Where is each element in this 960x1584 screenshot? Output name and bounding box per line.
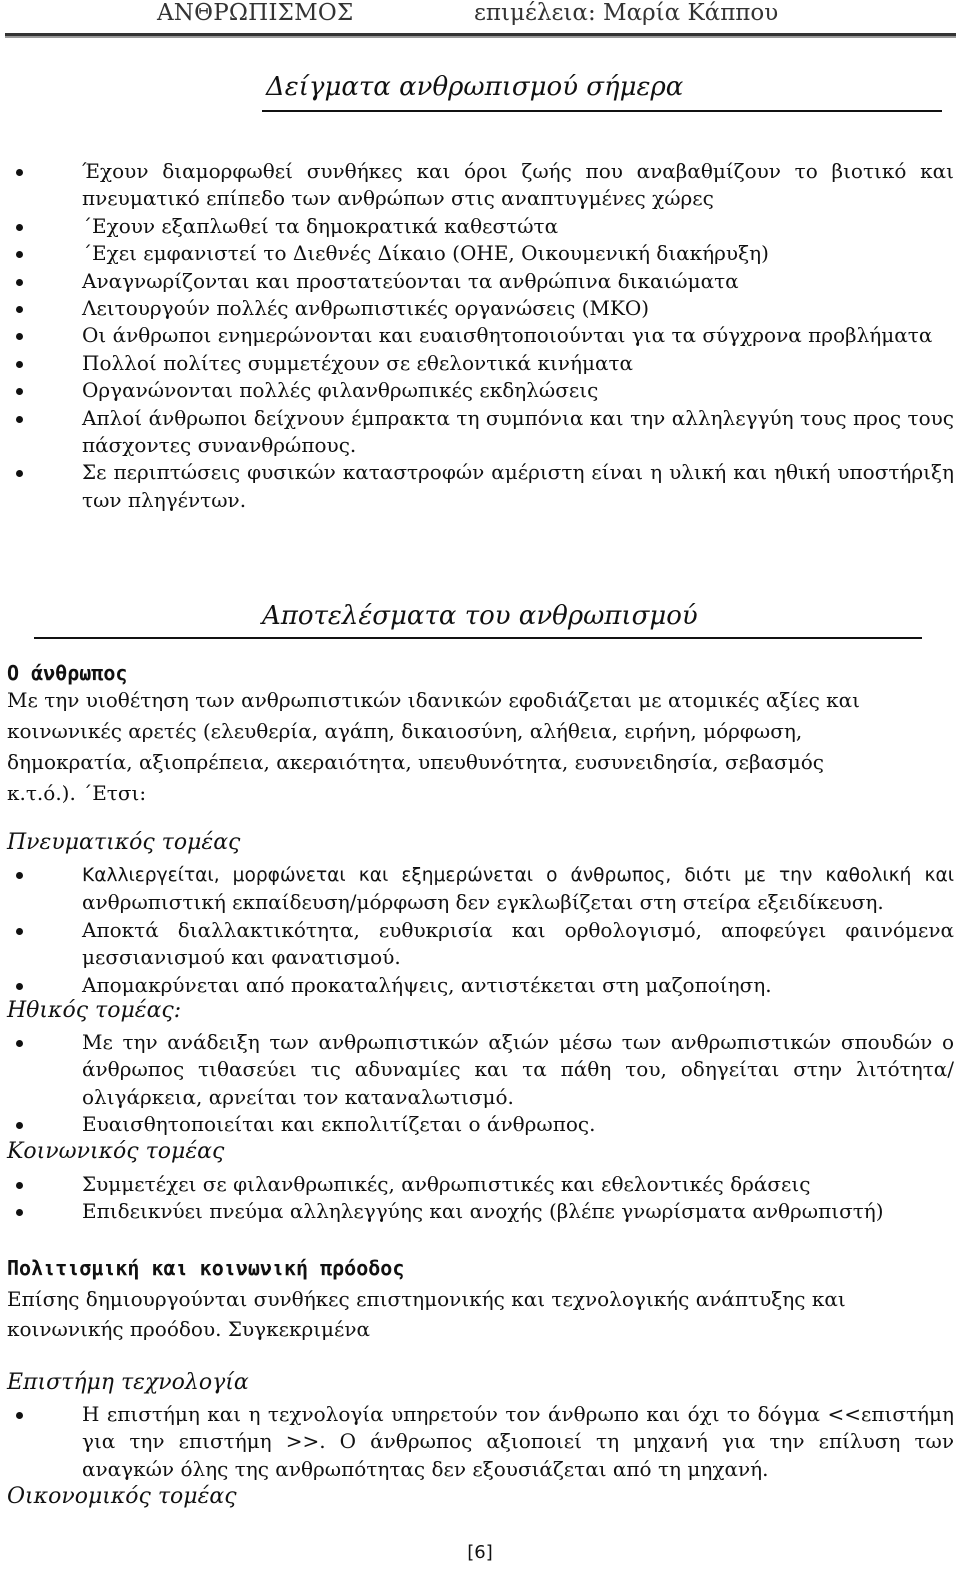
list-item: Οι άνθρωποι ενημερώνονται και ευαισθητοποιούνται για τα σύγχρονα προβλήματα [82,322,954,349]
person-heading: Ο άνθρωπος [7,661,128,685]
examples-list [82,158,954,514]
economy-heading: Οικονομικός τομέας [7,1484,237,1509]
list-item: Απομακρύνεται από προκαταλήψεις, αντιστέκεται στη μαζοποίηση. [82,972,954,999]
section-title-rule [262,110,942,112]
page-header [0,0,960,38]
list-item-text: ανθρωπιστική εκπαίδευση/μόρφωση δεν εγκλωβίζεται στη στείρα εξειδίκευση. [82,890,884,915]
progress-heading: Πολιτισμική και κοινωνική πρόοδος [7,1256,405,1280]
ethical-heading: Ηθικός τομέας: [7,998,182,1023]
list-item [82,861,954,917]
list-item: Επιδεικνύει πνεύμα αλληλεγγύης και ανοχής (βλέπε γνωρίσματα ανθρωπιστή) [82,1198,954,1225]
social-list [82,1171,954,1226]
section-title-examples: Δείγματα ανθρωπισμού σήμερα [266,72,684,102]
social-heading: Κοινωνικός τομέας [7,1139,225,1164]
page-number: [6] [467,1542,493,1563]
list-item: Συμμετέχει σε φιλανθρωπικές, ανθρωπιστικές και εθελοντικές δράσεις [82,1171,954,1198]
science-list [82,1401,954,1483]
section-title-results: Αποτελέσματα του ανθρωπισμού [262,601,698,631]
list-item: Λειτουργούν πολλές ανθρωπιστικές οργανώσεις (ΜΚΟ) [82,295,954,322]
list-item: Πολλοί πολίτες συμμετέχουν σε εθελοντικά κινήματα [82,350,954,377]
person-paragraph: Με την υιοθέτηση των ανθρωπιστικών ιδανικών εφοδιάζεται με ατομικές αξίες και κοινωνικές αρετές (ελευθερία, αγάπη, δικαιοσύνη, αλήθεια, ειρήνη, μόρφωση, δημοκρατία, αξιοπρέπεια, ακεραιότητα, υπευθυνότητα, ευσυνειδησία, σεβασμός κ.τ.ό.). ΄Ετσι: [7,688,860,805]
list-item: Οργανώνονται πολλές φιλανθρωπικές εκδηλώσεις [82,377,954,404]
science-heading: Επιστήμη τεχνολογία [7,1370,249,1395]
list-item: Αποκτά διαλλακτικότητα, ευθυκρισία και ορθολογισμό, αποφεύγει φαινόμενα μεσσιανισμού και φανατισμού. [82,917,954,972]
list-item: Αναγνωρίζονται και προστατεύονται τα ανθρώπινα δικαιώματα [82,268,954,295]
header-title: ΑΝΘΡΩΠΙΣΜΟΣ [157,0,354,26]
list-item: Με την ανάδειξη των ανθρωπιστικών αξιών μέσω των ανθρωπιστικών σπουδών ο άνθρωπος τιθασεύει τις αδυναμίες και τα πάθη του, οδηγείται στην λιτότητα/ολιγάρκεια, αρνείται τον καταναλωτισμό. [82,1029,954,1111]
ethical-list [82,1029,954,1139]
list-item: Η επιστήμη και η τεχνολογία υπηρετούν τον άνθρωπο και όχι το δόγμα <<επιστήμη για την επιστήμη >>. Ο άνθρωπος αξιοποιεί τη μηχανή για την επίλυση των αναγκών όλης της ανθρωπότητας δεν εξουσιάζεται από τη μηχανή. [82,1401,954,1483]
spiritual-heading: Πνευματικός τομέας [7,830,241,855]
progress-paragraph: Επίσης δημιουργούνται συνθήκες επιστημονικής και τεχνολογικής ανάπτυξης και κοινωνικής προόδου. Συγκεκριμένα [7,1287,846,1341]
list-item: ΄Εχει εμφανιστεί το Διεθνές Δίκαιο (ΟΗΕ, Οικουμενική διακήρυξη) [82,240,954,267]
list-item: Σε περιπτώσεις φυσικών καταστροφών αμέριστη είναι η υλική και ηθική υποστήριξη των πληγέντων. [82,459,954,514]
section-title-rule [34,637,922,639]
header-rule [5,33,956,36]
list-item: Ευαισθητοποιείται και εκπολιτίζεται ο άνθρωπος. [82,1111,954,1138]
header-author: επιμέλεια: Μαρία Κάππου [474,0,779,26]
list-item: Έχουν διαμορφωθεί συνθήκες και όροι ζωής που αναβαθμίζουν το βιοτικό και πνευματικό επίπεδο των ανθρώπων στις αναπτυγμένες χώρες [82,158,954,213]
list-item: ΄Εχουν εξαπλωθεί τα δημοκρατικά καθεστώτα [82,213,954,240]
list-item: Απλοί άνθρωποι δείχνουν έμπρακτα τη συμπόνια και την αλληλεγγύη τους προς τους πάσχοντες συνανθρώπους. [82,405,954,460]
list-item-text-sans: Καλλιεργείται, μορφώνεται και εξημερώνεται ο άνθρωπος, διότι με την καθολική και [82,865,954,886]
spiritual-list [82,861,954,999]
